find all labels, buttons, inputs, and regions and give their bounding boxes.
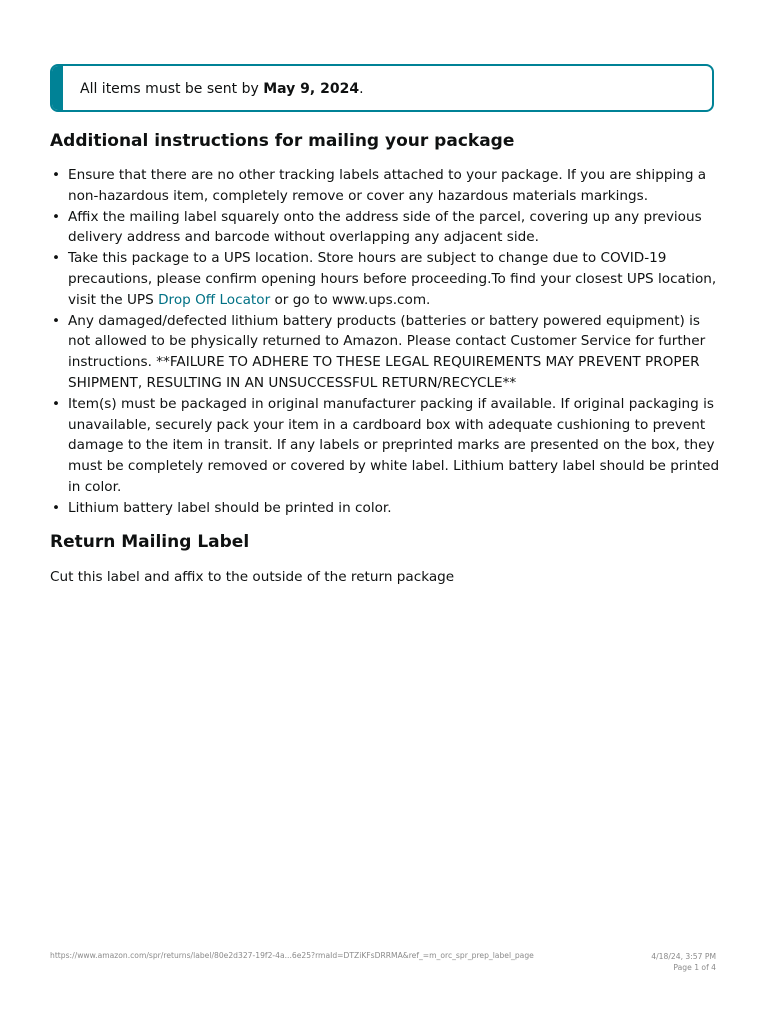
bullet-icon: • <box>52 395 61 412</box>
return-label-subtext: Cut this label and affix to the outside of the return package <box>50 569 455 585</box>
notice-prefix: All items must be sent by <box>80 81 264 97</box>
list-item-text: Any damaged/defected lithium battery products (batteries or battery powered equipment) is not allowed to be physically returned to Amazon. Please contact Customer Service for further instructions. **FAILURE TO ADHERE TO THESE LEGAL REQUIREMENTS MAY PREVENT PROPER SHIPMENT, RESULTING IN AN UNSUCCESSFUL RETURN/RECYCLE** <box>68 312 706 391</box>
bullet-icon: • <box>52 167 61 183</box>
bullet-icon: • <box>52 312 61 329</box>
list-item-text: Affix the mailing label squarely onto the address side of the parcel, covering up any previous delivery address and barcode without overlapping any adjacent side. <box>68 208 702 246</box>
list-item-text: Lithium battery label should be printed in color. <box>68 499 392 516</box>
footer-page-number: Page 1 of 4 <box>673 963 716 972</box>
drop-off-locator-link[interactable]: Drop Off Locator <box>158 291 271 308</box>
instructions-list <box>50 165 720 519</box>
list-item <box>50 498 720 519</box>
notice-suffix: . <box>359 81 364 97</box>
list-item-text: Item(s) must be packaged in original manufacturer packing if available. If original packaging is unavailable, securely pack your item in a cardboard box with adequate cushioning to prevent damage to the item in transit. If any labels or preprinted marks are presented on the box, they must be completely removed or covered by white label. Lithium battery label should be printed in color. <box>68 395 720 495</box>
footer-datetime: 4/18/24, 3:57 PM <box>651 952 716 961</box>
list-item-text-after-link: or go to www.ups.com. <box>270 291 431 308</box>
send-by-notice <box>50 64 714 112</box>
instructions-heading: Additional instructions for mailing your package <box>50 131 515 151</box>
notice-text <box>80 79 364 99</box>
bullet-icon: • <box>52 499 61 516</box>
footer-url: https://www.amazon.com/spr/returns/label/80e2d327-19f2-4a...6e25?rmaId=DTZiKFsDRRMA&ref_=m_orc_spr_prep_label_page <box>50 951 534 960</box>
notice-accent-bar <box>52 66 63 110</box>
list-item-text-before-link: Take this package to a UPS location. Store hours are subject to change due to COVID-19 precautions, please confirm opening hours before proceeding.To find your closest UPS location, visit the UPS <box>68 250 717 308</box>
list-item <box>50 311 720 394</box>
list-item <box>50 207 720 249</box>
bullet-icon: • <box>52 208 61 225</box>
bullet-icon: • <box>52 250 61 267</box>
return-label-heading: Return Mailing Label <box>50 532 250 552</box>
list-item <box>50 165 720 207</box>
list-item <box>50 248 720 310</box>
list-item-text: Ensure that there are no other tracking labels attached to your package. If you are shipping a non-hazardous item, completely remove or cover any hazardous materials markings. <box>68 167 707 204</box>
list-item <box>50 394 720 498</box>
notice-date: May 9, 2024 <box>263 81 360 97</box>
footer-meta <box>651 951 716 973</box>
